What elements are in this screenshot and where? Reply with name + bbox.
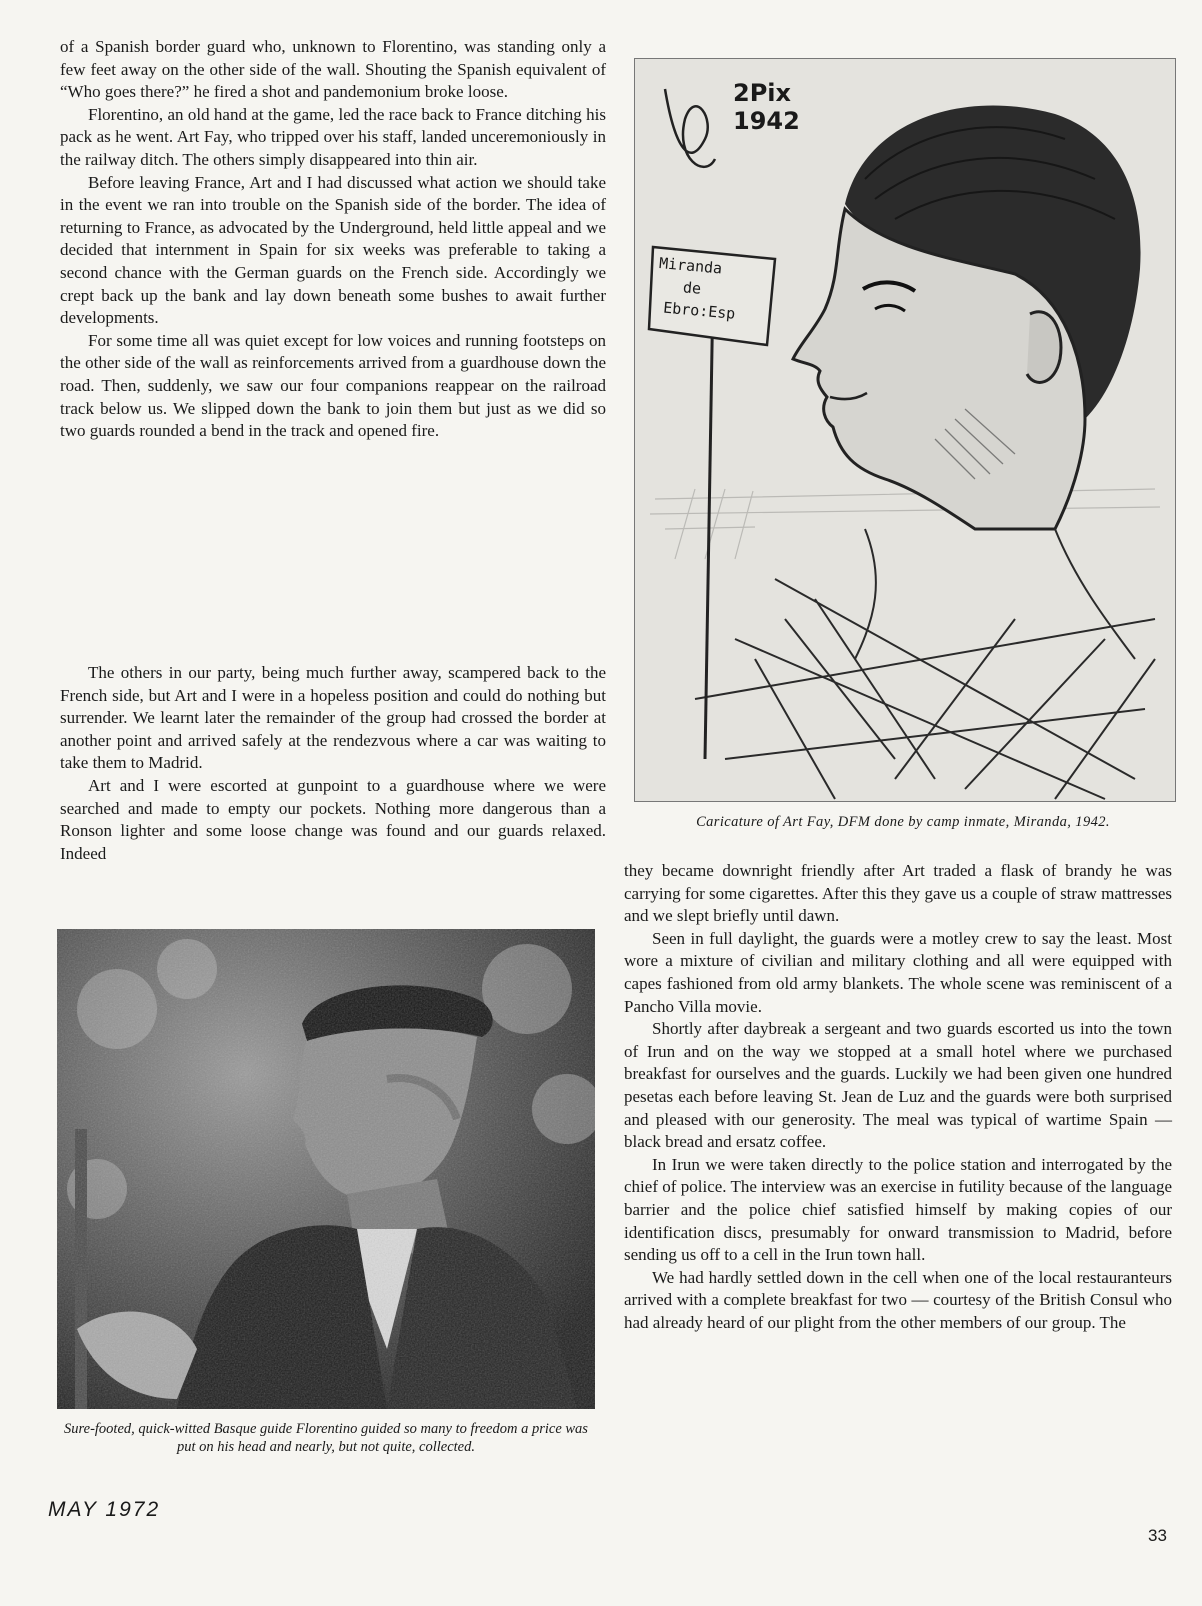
paragraph: In Irun we were taken directly to the police station and interrogated by the chief of police. The interview was an exercise in futility because of the language barrier and the police chief satisfied himself by making copies of our identification discs, presumably for onward transmission to Madrid, before sending us off to a cell in the Irun town hall. — [624, 1154, 1172, 1265]
sign-line: Miranda — [658, 254, 723, 278]
signature-line: 1942 — [733, 107, 800, 135]
paragraph: Seen in full daylight, the guards were a motley crew to say the least. Most wore a mixture of civilian and military clothing and all were equipped with capes fashioned from old army blankets. The whole scene was reminiscent of a Pancho Villa movie. — [624, 928, 1172, 1016]
paragraph: The others in our party, being much further away, scampered back to the French side, but Art and I were in a hopeless position and could do nothing but surrender. We learnt later the remainder of the group had crossed the border at another point and arrived safely at the rendezvous where a car was waiting to take them to Madrid. — [60, 663, 606, 773]
sign-line: Ebro:Esp — [662, 298, 737, 323]
paragraph: Florentino, an old hand at the game, led the race back to France ditching his pack as he went. Art Fay, who tripped over his staff, landed unceremoniously in the railway ditch. The others simply disappeared into thin air. — [60, 104, 606, 169]
issue-date: MAY 1972 — [48, 1498, 161, 1521]
paragraph: Shortly after daybreak a sergeant and two guards escorted us into the town of Irun and on the way we stopped at a small hotel where we purchased breakfast for ourselves and the guards. Luckily we had been given one hundred pesetas each before leaving St. Jean de Luz and the guards were both surprised and pleased with our generosity. The meal was typical of wartime Spain — black bread and ersatz coffee. — [624, 1019, 1172, 1152]
caricature-drawing — [634, 58, 1176, 802]
signature-line: 2Pix — [733, 79, 791, 107]
paragraph: Before leaving France, Art and I had discussed what action we should take in the event we ran into trouble on the Spanish side of the border. The idea of returning to France, as advocated by the Underground, held little appeal and we decided that internment in Spain for six weeks was preferable to taking a second chance with the German guards on the French side. Accordingly we crept back up the bank and lay down beneath some bushes to await further developments. — [60, 172, 606, 328]
caricature-sketch-icon — [635, 59, 1175, 801]
artist-signature-date — [733, 79, 800, 135]
left-column-middle-text — [60, 662, 606, 865]
page-number: 33 — [1148, 1526, 1167, 1545]
paragraph: Art and I were escorted at gunpoint to a guardhouse where we were searched and made to empty our pockets. Nothing more dangerous than a Ronson lighter and some loose change was found and our guards relaxed. Indeed — [60, 775, 606, 863]
paragraph: they became downright friendly after Art traded a flask of brandy he was carrying for some cigarettes. After this they gave us a couple of straw mattresses and we slept briefly until dawn. — [624, 861, 1172, 926]
left-column-top-text — [60, 36, 606, 443]
florentino-photo-caption: Sure-footed, quick-witted Basque guide Florentino guided so many to freedom a price was put on his head and nearly, but not quite, collected. — [64, 1421, 588, 1455]
florentino-photo — [57, 929, 595, 1409]
sign-line: de — [682, 278, 702, 298]
paragraph: of a Spanish border guard who, unknown to Florentino, was standing only a few feet away on the other side of the wall. Shouting the Spanish equivalent of “Who goes there?” he fired a shot and pandemonium broke loose. — [60, 37, 606, 102]
paragraph: For some time all was quiet except for low voices and running footsteps on the other side of the wall as reinforcements arrived from a guardhouse down the road. Then, suddenly, we saw our four companions reappear on the railroad track below us. We slipped down the bank to join them but just as we did so two guards rounded a bend in the track and opened fire. — [60, 330, 606, 441]
right-column-text — [624, 860, 1172, 1334]
paragraph: We had hardly settled down in the cell when one of the local restauranteurs arrived with a complete breakfast for two — courtesy of the British Consul who had already heard of our plight from the other members of our group. The — [624, 1267, 1172, 1332]
portrait-photo-icon — [57, 929, 595, 1409]
signpost-text — [654, 252, 775, 328]
caricature-caption: Caricature of Art Fay, DFM done by camp inmate, Miranda, 1942. — [696, 814, 1110, 830]
